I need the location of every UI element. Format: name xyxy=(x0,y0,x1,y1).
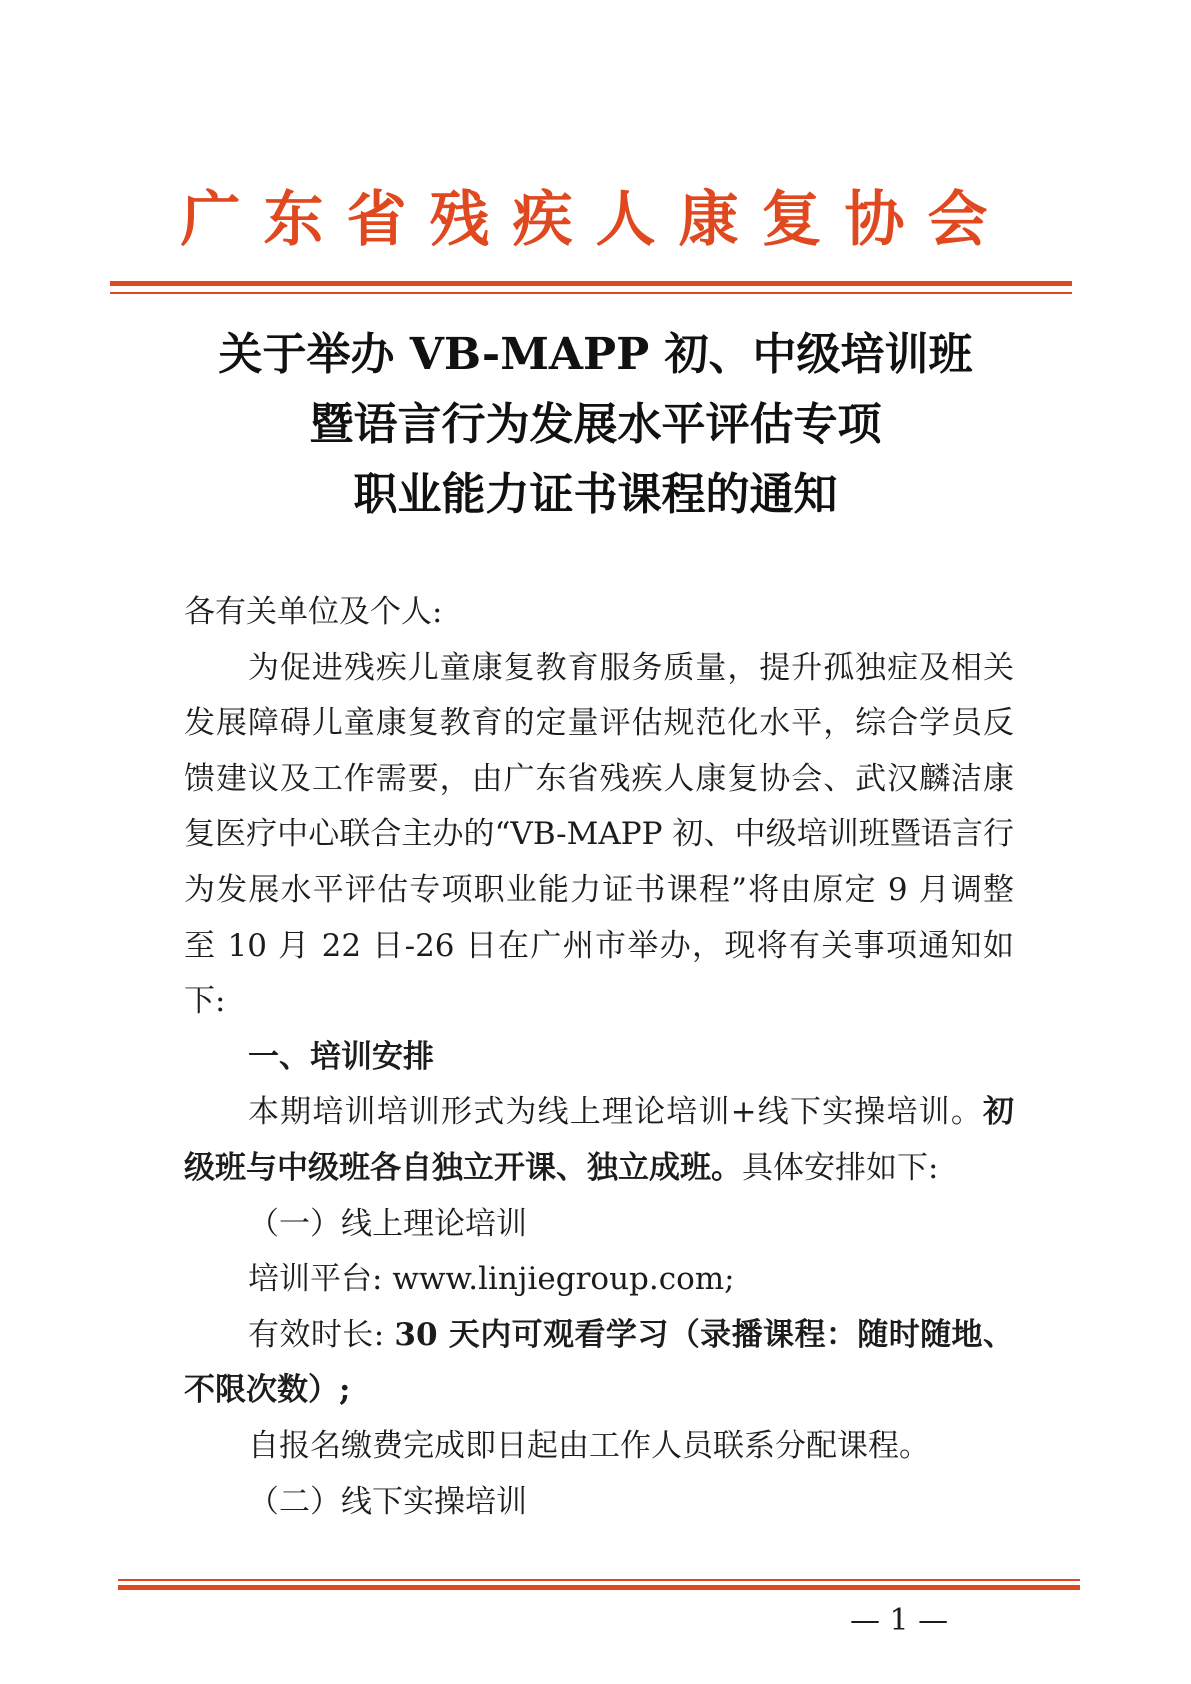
title-line-3: 职业能力证书课程的通知 xyxy=(353,469,838,520)
header-rule-thick xyxy=(110,281,1072,286)
intro-paragraph: 为促进残疾儿童康复教育服务质量，提升孤独症及相关发展障碍儿童康复教育的定量评估规范化水平，综合学员反馈建议及工作需要，由广东省残疾人康复协会、武汉麟洁康复医疗中心联合主办的“VB-MAPP 初、中级培训班暨语言行为发展水平评估专项职业能力证书课程”将由原定 9 月调整至 10 月 22 日-26 日在广州市举办，现将有关事项通知如下: xyxy=(184,649,1014,1020)
assign-note: 自报名缴费完成即日起由工作人员联系分配课程。 xyxy=(248,1427,930,1464)
page-number: — 1 — xyxy=(850,1603,949,1638)
title-line-1: 关于举办 VB-MAPP 初、中级培训班 xyxy=(218,329,973,380)
duration-line xyxy=(184,1308,1014,1419)
platform-url: www.linjiegroup.com; xyxy=(392,1261,735,1298)
sub-section-2-heading: （二）线下实操培训 xyxy=(248,1483,527,1520)
footer-rule-thick xyxy=(118,1585,1080,1590)
header-rule-thin xyxy=(110,292,1072,294)
sub-section-1-heading: （一）线上理论培训 xyxy=(248,1205,527,1242)
arrangement-tail-text: 具体安排如下: xyxy=(742,1149,939,1186)
section-1-heading: 一、培训安排 xyxy=(248,1038,434,1075)
document-body xyxy=(184,585,1014,1530)
duration-value: 30 天内可观看学习（录播课程：随时随地、不限次数）; xyxy=(184,1316,1014,1409)
title-line-2: 暨语言行为发展水平评估专项 xyxy=(309,399,882,450)
training-format-text: 本期培训培训形式为线上理论培训+线下实操培训。 xyxy=(248,1094,983,1131)
platform-label: 培训平台: xyxy=(248,1261,383,1298)
salutation: 各有关单位及个人: xyxy=(184,594,443,630)
organization-header: 广东省残疾人康复协会 xyxy=(180,185,1011,255)
footer-rule-thin xyxy=(118,1579,1080,1581)
document-title xyxy=(0,320,1191,530)
duration-label: 有效时长: xyxy=(248,1316,385,1353)
section-1-paragraph xyxy=(184,1085,1014,1196)
class-arrangement-text: 初级班与中级班各自独立开课、独立成班。 xyxy=(184,1094,1014,1186)
platform-line xyxy=(184,1252,1014,1308)
